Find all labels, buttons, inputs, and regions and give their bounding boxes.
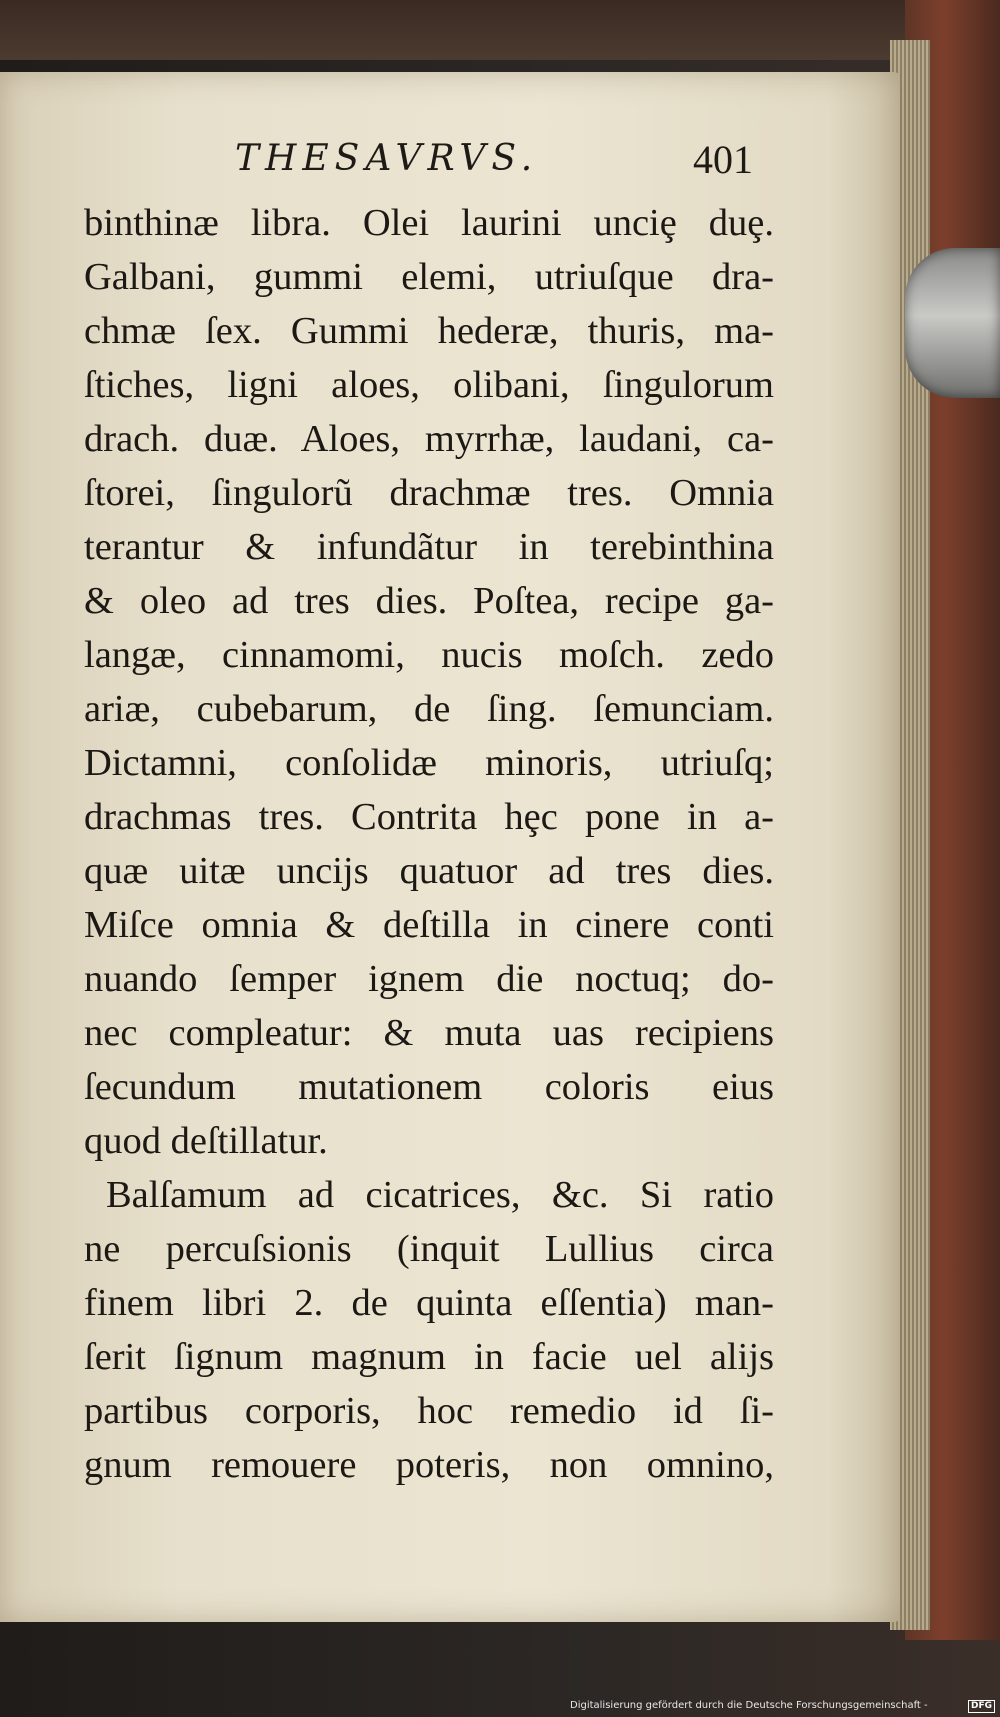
text-line: Balſamum ad cicatrices, &c. Si ratio xyxy=(106,1174,774,1216)
text-line: ſtorei, ſingulorũ drachmæ tres. Omnia xyxy=(84,472,774,514)
text-line: & oleo ad tres dies. Poſtea, recipe ga- xyxy=(84,580,774,622)
text-line: partibus corporis, hoc remedio id ſi- xyxy=(84,1390,774,1432)
text-line: chmæ ſex. Gummi hederæ, thuris, ma- xyxy=(84,310,774,352)
text-line: binthinæ libra. Olei laurini unciȩ duȩ. xyxy=(84,202,774,244)
text-line: Galbani, gummi elemi, utriuſque dra- xyxy=(84,256,774,298)
body-text xyxy=(84,196,774,1492)
digitization-credit: Digitalisierung gefördert durch die Deutsche Forschungsgemeinschaft - xyxy=(570,1700,928,1711)
running-head: THESAVRVS. xyxy=(235,138,539,179)
text-line: ariæ, cubebarum, de ſing. ſemunciam. xyxy=(84,688,774,730)
text-line: nec compleatur: & muta uas recipiens xyxy=(84,1012,774,1054)
text-line: terantur & infundãtur in terebinthina xyxy=(84,526,774,568)
text-line: nuando ſemper ignem die noctuq; do- xyxy=(84,958,774,1000)
text-line: ſtiches, ligni aloes, olibani, ſingulorum xyxy=(84,364,774,406)
book-top-edge xyxy=(0,0,1000,60)
text-line: ſecundum mutationem coloris eius xyxy=(84,1066,774,1108)
text-line: drachmas tres. Contrita hȩc pone in a- xyxy=(84,796,774,838)
text-line: ne percuſsionis (inquit Lullius circa xyxy=(84,1228,774,1270)
text-line: gnum remouere poteris, non omnino, xyxy=(84,1444,774,1486)
dfg-logo: DFG xyxy=(968,1700,995,1713)
text-line: Miſce omnia & deſtilla in cinere conti xyxy=(84,904,774,946)
text-line: finem libri 2. de quinta eſſentia) man- xyxy=(84,1282,774,1324)
page-clip xyxy=(905,248,1000,398)
text-line: ſerit ſignum magnum in facie uel alijs xyxy=(84,1336,774,1378)
page-number: 401 xyxy=(693,137,753,182)
text-line: quod deſtillatur. xyxy=(84,1120,328,1162)
text-line: langæ, cinnamomi, nucis moſch. zedo xyxy=(84,634,774,676)
text-line: quæ uitæ uncijs quatuor ad tres dies. xyxy=(84,850,774,892)
text-line: Dictamni, conſolidæ minoris, utriuſq; xyxy=(84,742,774,784)
text-line: drach. duæ. Aloes, myrrhæ, laudani, ca- xyxy=(84,418,774,460)
